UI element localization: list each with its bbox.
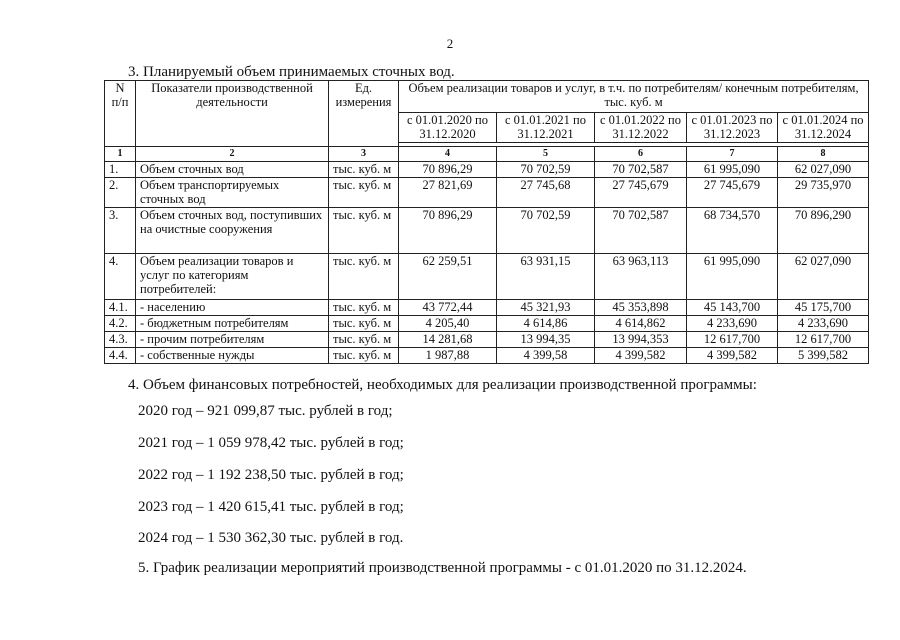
column-index: 4 <box>399 147 497 162</box>
column-index: 3 <box>329 147 399 162</box>
value-2022: 63 963,113 <box>595 254 687 300</box>
column-index: 6 <box>595 147 687 162</box>
row-indicator: Объем сточных вод, поступивших на очистные сооружения <box>136 208 329 254</box>
table-row <box>105 208 869 254</box>
row-indicator: Объем сточных вод <box>136 162 329 178</box>
row-indicator: - бюджетным потребителям <box>136 316 329 332</box>
value-2020: 4 205,40 <box>399 316 497 332</box>
row-unit: тыс. куб. м <box>329 162 399 178</box>
value-2022: 13 994,353 <box>595 332 687 348</box>
value-2022: 45 353,898 <box>595 300 687 316</box>
header-period-2024: с 01.01.2024 по 31.12.2024 <box>778 113 869 143</box>
value-2024: 29 735,970 <box>778 178 869 208</box>
value-2023: 27 745,679 <box>687 178 778 208</box>
row-unit: тыс. куб. м <box>329 208 399 254</box>
value-2021: 4 399,58 <box>497 348 595 364</box>
value-2023: 4 399,582 <box>687 348 778 364</box>
value-2024: 4 233,690 <box>778 316 869 332</box>
value-2021: 70 702,59 <box>497 208 595 254</box>
row-number: 4.4. <box>105 348 136 364</box>
header-period-2021: с 01.01.2021 по 31.12.2021 <box>497 113 595 143</box>
row-number: 4.3. <box>105 332 136 348</box>
value-2024: 62 027,090 <box>778 162 869 178</box>
row-unit: тыс. куб. м <box>329 300 399 316</box>
value-2023: 4 233,690 <box>687 316 778 332</box>
row-number: 2. <box>105 178 136 208</box>
header-unit: Ед. измерения <box>329 81 399 147</box>
value-2024: 12 617,700 <box>778 332 869 348</box>
header-period-2023: с 01.01.2023 по 31.12.2023 <box>687 113 778 143</box>
value-2024: 45 175,700 <box>778 300 869 316</box>
section-4-title: 4. Объем финансовых потребностей, необходимых для реализации производственной программы: <box>128 377 757 393</box>
value-2022: 70 702,587 <box>595 162 687 178</box>
column-index: 8 <box>778 147 869 162</box>
row-unit: тыс. куб. м <box>329 348 399 364</box>
header-period-2022: с 01.01.2022 по 31.12.2022 <box>595 113 687 143</box>
table-row <box>105 162 869 178</box>
value-2021: 4 614,86 <box>497 316 595 332</box>
row-unit: тыс. куб. м <box>329 254 399 300</box>
value-2023: 12 617,700 <box>687 332 778 348</box>
row-indicator: - собственные нужды <box>136 348 329 364</box>
column-index: 2 <box>136 147 329 162</box>
value-2020: 1 987,88 <box>399 348 497 364</box>
financial-need-2021: 2021 год – 1 059 978,42 тыс. рублей в год; <box>138 435 404 451</box>
table-row <box>105 332 869 348</box>
value-2021: 13 994,35 <box>497 332 595 348</box>
financial-need-2020: 2020 год – 921 099,87 тыс. рублей в год; <box>138 403 393 419</box>
value-2021: 45 321,93 <box>497 300 595 316</box>
value-2021: 27 745,68 <box>497 178 595 208</box>
column-index-row <box>105 147 869 162</box>
row-number: 4.1. <box>105 300 136 316</box>
column-index: 1 <box>105 147 136 162</box>
row-indicator: Объем транспортируемых сточных вод <box>136 178 329 208</box>
section-5-title: 5. График реализации мероприятий производственной программы - с 01.01.2020 по 31.12.2024. <box>138 560 747 576</box>
row-unit: тыс. куб. м <box>329 332 399 348</box>
page-number: 2 <box>446 36 454 51</box>
value-2023: 61 995,090 <box>687 254 778 300</box>
table-row <box>105 254 869 300</box>
row-indicator: - прочим потребителям <box>136 332 329 348</box>
column-index: 7 <box>687 147 778 162</box>
header-period-2020: с 01.01.2020 по 31.12.2020 <box>399 113 497 143</box>
value-2022: 27 745,679 <box>595 178 687 208</box>
header-volume: Объем реализации товаров и услуг, в т.ч. по потребителям/ конечным потребителям, тыс. куб. м <box>399 81 869 113</box>
value-2021: 70 702,59 <box>497 162 595 178</box>
row-number: 4.2. <box>105 316 136 332</box>
value-2020: 70 896,29 <box>399 208 497 254</box>
row-unit: тыс. куб. м <box>329 178 399 208</box>
financial-need-2023: 2023 год – 1 420 615,41 тыс. рублей в год; <box>138 499 404 515</box>
value-2021: 63 931,15 <box>497 254 595 300</box>
value-2020: 70 896,29 <box>399 162 497 178</box>
financial-need-2022: 2022 год – 1 192 238,50 тыс. рублей в год; <box>138 467 404 483</box>
value-2022: 4 399,582 <box>595 348 687 364</box>
value-2020: 62 259,51 <box>399 254 497 300</box>
value-2023: 45 143,700 <box>687 300 778 316</box>
table-row <box>105 300 869 316</box>
row-number: 3. <box>105 208 136 254</box>
header-n: N п/п <box>105 81 136 147</box>
value-2024: 5 399,582 <box>778 348 869 364</box>
table-row <box>105 348 869 364</box>
value-2024: 70 896,290 <box>778 208 869 254</box>
row-number: 4. <box>105 254 136 300</box>
value-2022: 4 614,862 <box>595 316 687 332</box>
header-indicator: Показатели производственной деятельности <box>136 81 329 147</box>
value-2020: 43 772,44 <box>399 300 497 316</box>
section-3-title: 3. Планируемый объем принимаемых сточных вод. <box>128 64 455 80</box>
row-indicator: Объем реализации товаров и услуг по категориям потребителей: <box>136 254 329 300</box>
value-2020: 27 821,69 <box>399 178 497 208</box>
table-row <box>105 178 869 208</box>
value-2023: 68 734,570 <box>687 208 778 254</box>
column-index: 5 <box>497 147 595 162</box>
table-row <box>105 316 869 332</box>
row-unit: тыс. куб. м <box>329 316 399 332</box>
value-2020: 14 281,68 <box>399 332 497 348</box>
value-2024: 62 027,090 <box>778 254 869 300</box>
value-2023: 61 995,090 <box>687 162 778 178</box>
row-indicator: - населению <box>136 300 329 316</box>
financial-need-2024: 2024 год – 1 530 362,30 тыс. рублей в год. <box>138 530 404 546</box>
value-2022: 70 702,587 <box>595 208 687 254</box>
wastewater-volume-table <box>104 80 869 364</box>
row-number: 1. <box>105 162 136 178</box>
